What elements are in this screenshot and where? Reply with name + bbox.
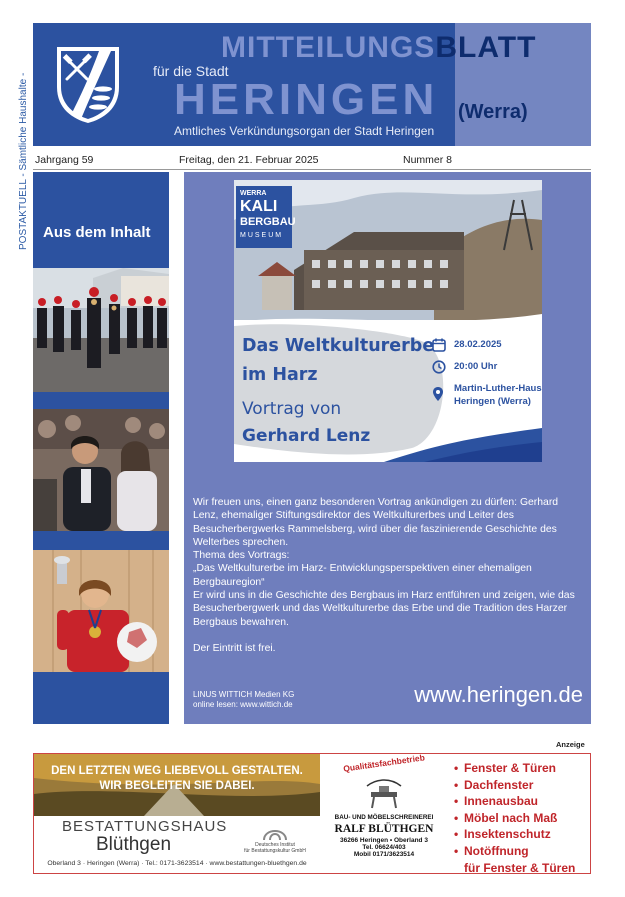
services-ad: [448, 754, 590, 873]
article-paragraph: Er wird uns in die Geschichte des Bergbaus im Harz entführen und zeigen, wie das Besucherbergwerk und das Weltkulturerbe das Erbe und die Tradition des Harzer Bergbaus bewahren.: [193, 590, 575, 628]
carpenter-details: BAU- UND MÖBELSCHREINEREI RALF BLÜTHGEN 36266 Heringen • Oberland 3 Tel. 06624/403 Mobil 0171/3623514: [334, 814, 434, 858]
workbench-icon: [359, 774, 409, 812]
divider: [33, 169, 591, 170]
venue-name: Martin-Luther-Haus: [454, 383, 542, 394]
masthead-title: MITTEILUNGSBLATT: [221, 31, 537, 64]
funeral-address: Oberland 3 · Heringen (Werra) · Tel.: 0171-3623514 · www.bestattungen-bluethgen.de: [47, 860, 307, 867]
institute-badge: Deutsches Institut für Bestattungskultur GmbH: [238, 820, 312, 858]
quality-seal-text: Qualitätsfachbetrieb: [342, 752, 426, 774]
photo-parade: [33, 268, 169, 392]
issue-info-row: [33, 150, 591, 168]
city-website-link[interactable]: www.heringen.de: [414, 682, 583, 707]
postal-label: POSTAKTUELL - Sämtliche Haushalte -: [18, 72, 29, 250]
issue-number: Nummer 8: [403, 154, 453, 166]
article-spacer: [193, 629, 585, 642]
sidebar: [33, 172, 169, 724]
issue-volume: Jahrgang 59: [35, 154, 94, 166]
service-item: • Fenster & Türen: [454, 761, 557, 775]
museum-logo: WERRA KALI BERGBAU MUSEUM: [236, 186, 292, 248]
event-time: 20:00 Uhr: [454, 361, 498, 372]
ad-label: Anzeige: [556, 740, 585, 749]
services-list: [454, 760, 590, 876]
masthead: [33, 23, 591, 146]
funeral-ad: [34, 754, 320, 873]
poster-headline: Das Weltkulturerbe im Harz: [242, 336, 435, 385]
funeral-slogan: DEN LETZTEN WEG LIEBEVOLL GESTALTEN. WIR BEGLEITEN SIE DABEI.: [51, 765, 303, 792]
sidebar-heading: Aus dem Inhalt: [43, 224, 151, 241]
clock-icon: [432, 360, 446, 374]
publisher-info: LINUS WITTICH Medien KG online lesen: www.wittich.de: [193, 690, 295, 709]
carpenter-ad: [321, 754, 447, 873]
masthead-tagline: Amtliches Verkündungsorgan der Stadt Heringen: [174, 124, 435, 138]
event-details: [432, 338, 540, 412]
article-paragraph: Wir freuen uns, einen ganz besonderen Vortrag ankündigen zu dürfen: Gerhard Lenz, ehemaliger Stiftungsdirektor des Weltkulturerbes und Leiter des Besucherbergwerks Rammelsberg, wird über die faszinierende Geschichte des Welterbes sprechen.: [193, 497, 559, 548]
service-item: • Möbel nach Maß: [454, 810, 558, 825]
calendar-icon: [432, 338, 446, 352]
masthead-city-suffix: (Werra): [458, 101, 528, 123]
masthead-subtitle: für die Stadt: [153, 63, 229, 79]
article-paragraph: Thema des Vortrags:: [193, 550, 290, 562]
article-paragraph: „Das Weltkulturerbe im Harz- Entwicklungsperspektiven einer ehemaligen Bergbauregion“: [193, 563, 532, 588]
funeral-name-line2: Blüthgen: [96, 834, 172, 855]
event-poster: [234, 180, 542, 462]
event-date: 28.02.2025: [454, 339, 502, 350]
masthead-city: HERINGEN: [174, 75, 439, 124]
service-item: • Dachfenster: [454, 777, 534, 792]
article-paragraph: Der Eintritt ist frei.: [193, 642, 276, 654]
photo-child-trophy: [33, 550, 169, 672]
location-pin-icon: [432, 386, 444, 402]
issue-date: Freitag, den 21. Februar 2025: [179, 154, 319, 166]
wittich-link[interactable]: online lesen: www.wittich.de: [193, 699, 293, 709]
poster-speaker: Vortrag von Gerhard Lenz: [242, 399, 371, 446]
service-item: • Notöffnung: [454, 843, 529, 858]
service-item: für Fenster & Türen: [464, 860, 576, 875]
article-text: [193, 496, 585, 655]
funeral-name-line1: BESTATTUNGSHAUS: [62, 818, 228, 835]
service-item: • Innenausbau: [454, 794, 539, 809]
service-item: • Insektenschutz: [454, 827, 551, 842]
venue-city: Heringen (Werra): [454, 396, 531, 407]
main-article-panel: [184, 172, 591, 724]
city-crest-icon: [53, 43, 123, 125]
photo-audience: [33, 409, 169, 531]
